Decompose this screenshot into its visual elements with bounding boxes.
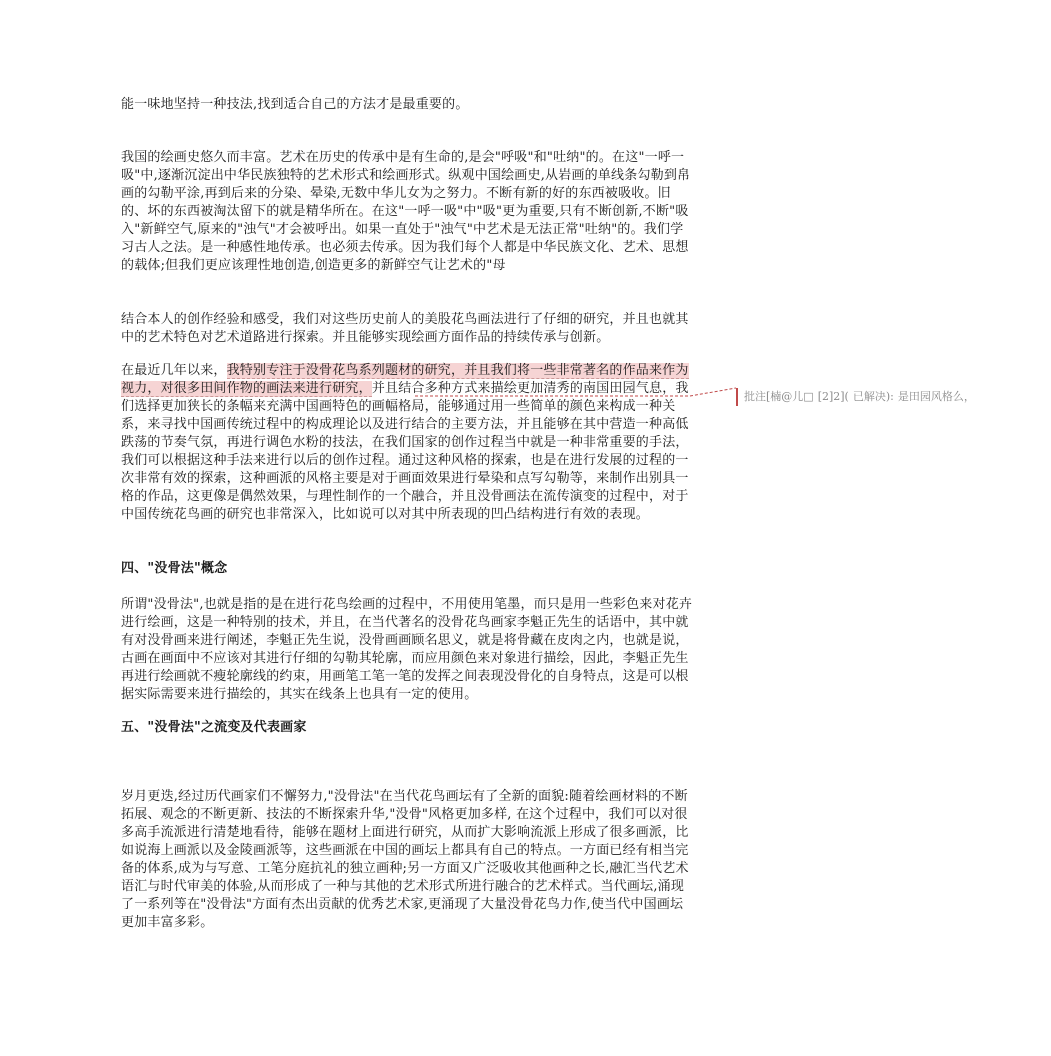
paragraph-history: 我国的绘画史悠久而丰富。艺术在历史的传承中是有生命的,是会"呼吸"和"吐纳"的。在这"一呼一吸"中,逐渐沉淀出中华民族独特的艺术形式和绘画形式。纵观中国绘画史,从岩画的单线条勾勒到帛画的勾勒平涂,再到后来的分染、晕染,无数中华儿女为之努力。不断有新的好的东西被吸收。旧的、坏的东西被淘汰留下的就是精华所在。在这"一呼一吸"中"吸"更为重要,只有不断创新,不断"吸入"新鲜空气,原来的"浊气"才会被呼出。如果一直处于"浊气"中艺术是无法正常"吐纳"的。我们学习古人之法。是一种感性地传承。也必须去传承。因为我们每个人都是中华民族文化、艺术、思想的载体;但我们更应该理性地创造,创造更多的新鲜空气让艺术的"母 xyxy=(121,150,691,273)
comment-status: 已解决): xyxy=(852,390,894,403)
comment-author-label: 批注[楠@儿□ xyxy=(744,390,814,403)
paragraph-recent-years xyxy=(121,362,695,524)
paragraph-intro: 能一味地坚持一种技法,找到适合自己的方法才是最重要的。 xyxy=(121,97,469,112)
comment-ref: [2]2]( xyxy=(817,390,849,403)
paragraph-recent-years-lead: 在最近几年以来， xyxy=(121,363,227,378)
paragraph-recent-years-rest: 并且结合多种方式来描绘更加清秀的南国田园气息，我们选择更加狭长的条幅来充满中国画特色的画幅格局，能够通过用一些简单的颜色来构成一种关系，来寻找中国画传统过程中的构成理论以及进行结合的主要方法，并且能够在其中营造一种高低跌荡的节奏气氛，再进行调色水粉的技法，在我们国家的创作过程当中就是一种非常重要的手法，我们可以根据这种手法来进行以后的创作过程。通过这种风格的探索，也是在进行发展的过程的一次非常有效的探索，这种画派的风格主要是对于画面效果进行晕染和点写勾勒等，来制作出别具一格的作品，这更像是偶然效果，与理性制作的一个融合，并且没骨画法在流传演变的过程中，对于中国传统花鸟画的研究也非常深入，比如说可以对其中所表现的凹凸结构进行有效的表现。 xyxy=(121,381,689,522)
section-heading-4: 四、"没骨法"概念 xyxy=(121,561,228,576)
comment-text: 是田园风格么， xyxy=(897,390,975,403)
section-heading-5: 五、"没骨法"之流变及代表画家 xyxy=(121,720,307,735)
comment-balloon[interactable] xyxy=(736,388,1044,406)
commented-highlight[interactable]: 我特别专注于没骨花鸟系列题材的研究，并且我们将一些非常著名的作品来作为视力，对很多田间作物的画法来进行研究， xyxy=(121,363,689,396)
paragraph-experience: 结合本人的创作经验和感受，我们对这些历史前人的美股花鸟画法进行了仔细的研究，并且也就其中的艺术特色对艺术道路进行探索。并且能够实现绘画方面作品的持续传承与创新。 xyxy=(121,312,689,345)
paragraph-mogu-concept: 所谓"没骨法",也就是指的是在进行花鸟绘画的过程中，不用使用笔墨，而只是用一些彩色来对花卉进行绘画，这是一种特别的技术，并且，在当代著名的没骨花鸟画家李魁正先生的话语中，其中就有对没骨画来进行阐述，李魁正先生说，没骨画画顾名思义，就是将骨藏在皮肉之内，也就是说，古画在画面中不应该对其进行仔细的勾勒其轮廓，而应用颜色来对象进行描绘，因此，李魁正先生再进行绘画就不瘦轮廓线的约束，用画笔工笔一笔的发挥之间表现没骨化的自身特点，这是可以根据实际需要来进行描绘的，其实在线条上也具有一定的使用。 xyxy=(121,597,693,702)
paragraph-evolution: 岁月更迭,经过历代画家们不懈努力,"没骨法"在当代花鸟画坛有了全新的面貌:随着绘画材料的不断拓展、观念的不断更新、技法的不断探索升华,"没骨"风格更加多样, 在这个过程中，我们可以对很多高手流派进行清楚地看待，能够在题材上面进行研究，从而扩大影响流派上形成了很多画派，比如说海上画派以及金陵画派等，这些画派在中国的画坛上都具有自己的特点。一方面已经有相当完备的体系,成为与写意、工笔分庭抗礼的独立画种;另一方面又广泛吸收其他画种之长,融汇当代艺术语汇与时代审美的体验,从而形成了一种与其他的艺术形式所进行融合的艺术样式。当代画坛,涌现了一系列等在"没骨法"方面有杰出贡献的优秀艺术家,更涌现了大量没骨花鸟力作,使当代中国画坛更加丰富多彩。 xyxy=(121,789,689,930)
